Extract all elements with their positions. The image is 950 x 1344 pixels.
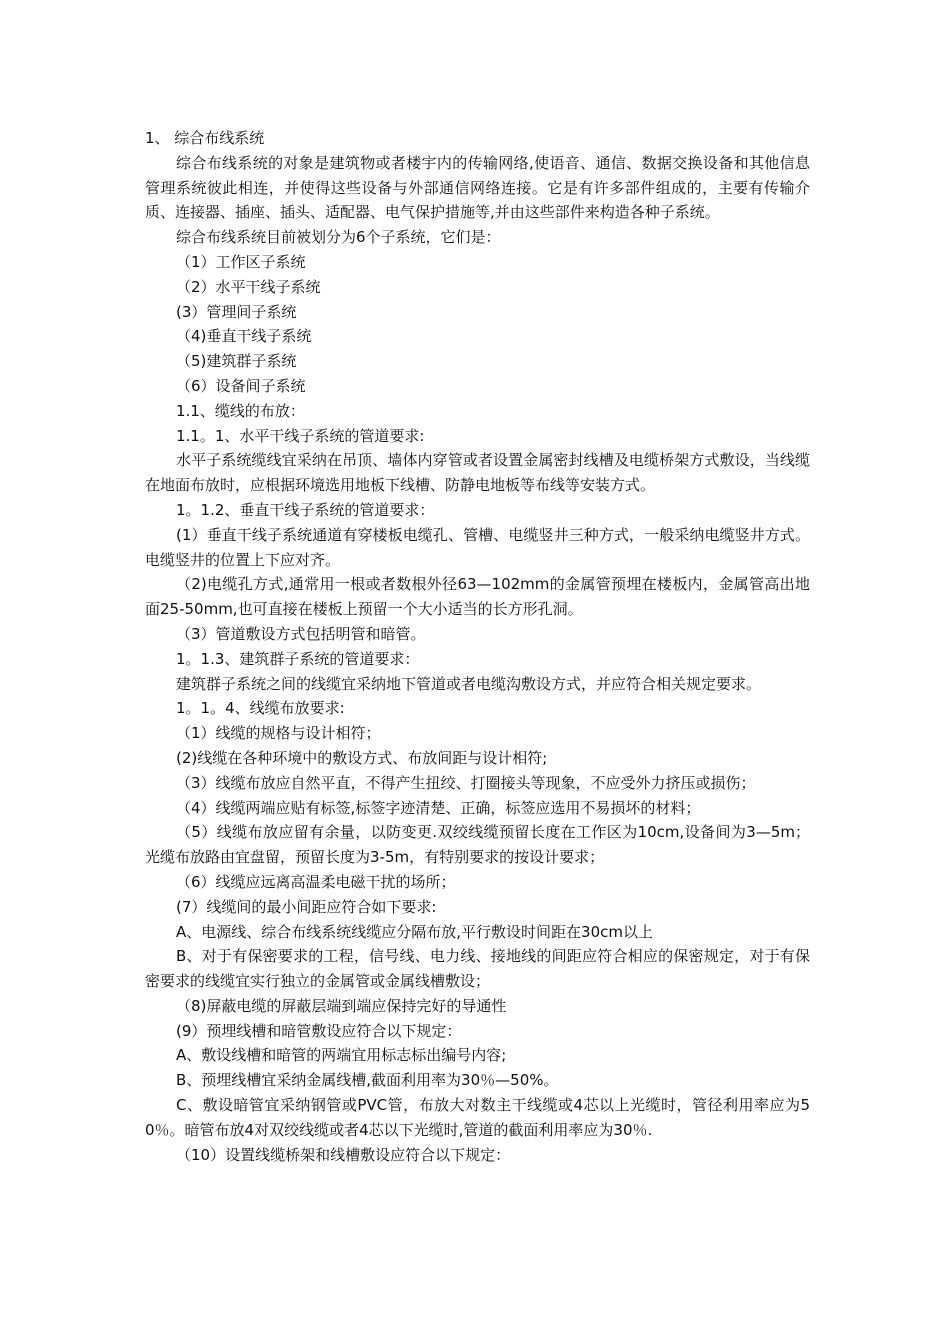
paragraph: （3）管道敷设方式包括明管和暗管。	[176, 624, 426, 643]
paragraph: （5)建筑群子系统	[176, 352, 297, 371]
paragraph: （2）水平干线子系统	[176, 277, 321, 296]
paragraph: (9）预埋线槽和暗管敷设应符合以下规定：	[176, 1021, 462, 1040]
paragraph: （2)电缆孔方式,通常用一根或者数根外径63—102mm的金属管预埋在楼板内，金属管高出地面25-50mm,也可直接在楼板上预留一个大小适当的长方形孔洞。	[145, 575, 810, 619]
paragraph: （4）线缆两端应贴有标签,标签字迹清楚、正确，标签应选用不易损坏的材料；	[176, 798, 701, 817]
paragraph: （6）设备间子系统	[176, 376, 306, 395]
paragraph: 综合布线系统目前被划分为6个子系统，它们是：	[176, 228, 501, 247]
paragraph: 1.1。1、水平干线子系统的管道要求:	[176, 426, 425, 445]
paragraph: (7）线缆间的最小间距应符合如下要求:	[176, 897, 437, 916]
paragraph: （8)屏蔽电缆的屏蔽层端到端应保持完好的导通性	[176, 996, 507, 1015]
paragraph: （5）线缆布放应留有余量，以防变更.双绞线缆预留长度在工作区为10cm,设备间为3—5m；光缆布放路由宜盘留，预留长度为3-5m，有特别要求的按设计要求；	[145, 823, 810, 867]
paragraph: A、敷设线槽和暗管的两端宜用标志标出编号内容;	[176, 1046, 507, 1065]
paragraph: 1。1.2、垂直干线子系统的管道要求：	[176, 500, 435, 519]
paragraph: C、敷设暗管宜采纳钢管或PVC管，布放大对数主干线缆或4芯以上光缆时，管径利用率应为50％。暗管布放4对双绞线缆或者4芯以下光缆时,管道的截面利用率应为30％.	[145, 1096, 810, 1139]
paragraph: 1.1、缆线的布放：	[176, 401, 305, 420]
paragraph: (2)线缆在各种环境中的敷设方式、布放间距与设计相符;	[176, 748, 548, 767]
paragraph: （10）设置线缆桥架和线槽敷设应符合以下规定：	[176, 1145, 511, 1164]
paragraph: 综合布线系统的对象是建筑物或者楼宇内的传输网络,使语音、通信、数据交换设备和其他信息管理系统彼此相连，并使得这些设备与外部通信网络连接。它是有许多部件组成的，主要有传输介质、连接器、插座、插头、适配器、电气保护措施等,并由这些部件来构造各种子系统。	[145, 153, 810, 222]
paragraph: （4)垂直干线子系统	[176, 327, 312, 346]
paragraph: A、电源线、综合布线系统线缆应分隔布放,平行敷设时间距在30cm以上	[176, 922, 653, 941]
paragraph: （3）线缆布放应自然平直，不得产生扭绞、打圈接头等现象，不应受外力挤压或损伤；	[176, 773, 756, 792]
paragraph: B、预埋线槽宜采纳金属线槽,截面利用率为30％—50%。	[176, 1071, 559, 1090]
paragraph: B、对于有保密要求的工程，信号线、电力线、接地线的间距应符合相应的保密规定，对于有保密要求的线缆宜实行独立的金属管或金属线槽敷设；	[145, 947, 810, 991]
paragraph: 1。1。4、线缆布放要求:	[176, 699, 345, 718]
paragraph: (3）管理间子系统	[176, 302, 297, 321]
paragraph: (1）垂直干线子系统通道有穿楼板电缆孔、管槽、电缆竖井三种方式，一般采纳电缆竖井方式。电缆竖井的位置上下应对齐。	[145, 525, 810, 569]
paragraph: （6）线缆应远离高温柔电磁干扰的场所；	[176, 872, 456, 891]
paragraph: （1）工作区子系统	[176, 252, 306, 271]
paragraph: 1。1.3、建筑群子系统的管道要求：	[176, 649, 420, 668]
section-heading: 1、 综合布线系统	[145, 129, 265, 147]
paragraph: 建筑群子系统之间的线缆宜采纳地下管道或者电缆沟敷设方式，并应符合相关规定要求。	[176, 674, 762, 693]
document-body	[145, 126, 810, 1167]
paragraph: 水平子系统缆线宜采纳在吊顶、墙体内穿管或者设置金属密封线槽及电缆桥架方式敷设，当线缆在地面布放时，应根据环境选用地板下线槽、防静电地板等布线等安装方式。	[145, 451, 810, 495]
paragraph: （1）线缆的规格与设计相符；	[176, 724, 381, 743]
